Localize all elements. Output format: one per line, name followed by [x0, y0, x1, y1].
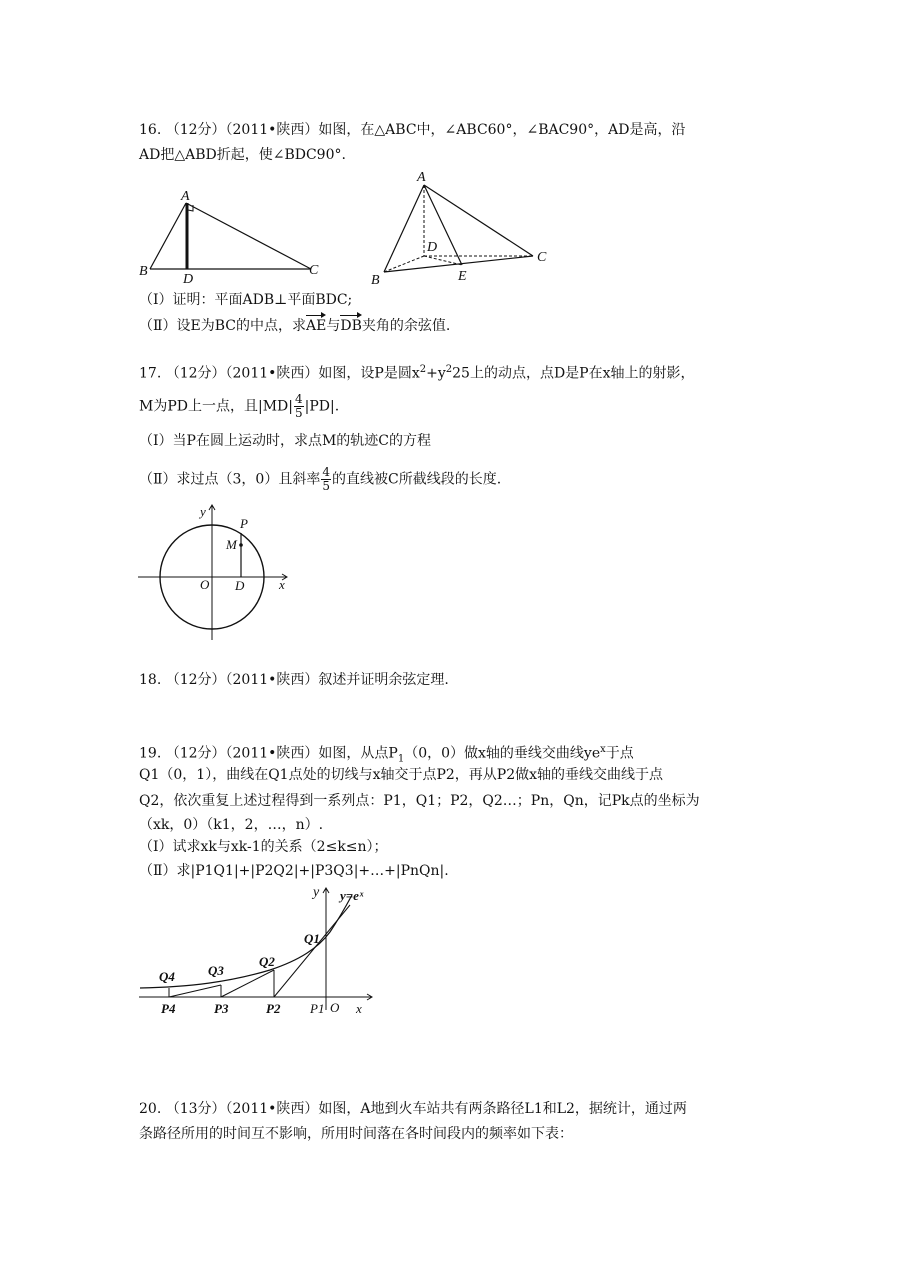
q16-fig1-label-A: A [181, 189, 190, 204]
q19-fig-label-O: O [330, 1000, 340, 1015]
q19-figure-exp-curve [136, 882, 376, 1022]
q19-fig-label-Q2: Q2 [259, 954, 275, 969]
q19-fig-label-P2: P2 [266, 1001, 281, 1016]
q17-part1: （Ⅰ）当P在圆上运动时，求点M的轨迹C的方程 [139, 433, 431, 449]
q16-line2: AD把△ABD折起，使∠BDC90°. [139, 147, 346, 163]
q16-fig2-label-B: B [371, 273, 380, 288]
q19-fig-label-y: y [313, 885, 320, 900]
q16-fig2-label-C: C [537, 250, 547, 265]
q16-line1: 16. （12分）（2011•陕西）如图，在△ABC中，∠ABC60°，∠BAC90°，AD是高，沿 [139, 122, 686, 138]
q16-figure-folded-pyramid [366, 164, 556, 288]
q19-fig-label-P3: P3 [214, 1001, 229, 1016]
q19-fig-label-Q3: Q3 [208, 963, 224, 978]
q20-line2: 条路径所用的时间互不影响，所用时间落在各时间段内的频率如下表： [139, 1126, 573, 1142]
vector-db: DB [340, 314, 362, 335]
q16-part2: （Ⅱ）设E为BC的中点，求AE与DB夹角的余弦值. [139, 314, 450, 335]
q16-figure-triangle [136, 186, 336, 284]
q17-part2: （Ⅱ）求过点（3，0）且斜率 $\frac{4}{5}$ 的直线被C所截线段的长度. [139, 465, 502, 493]
q17-fig-label-y: y [200, 504, 206, 519]
q17-figure-circle [136, 500, 296, 642]
q20-line1: 20. （13分）（2011•陕西）如图，A地到火车站共有两条路径L1和L2，据统计，通过两 [139, 1101, 687, 1117]
q19-line3: Q2，依次重复上述过程得到一系列点：P1，Q1；P2，Q2…；Pn，Qn，记Pk点的坐标为 [139, 793, 700, 809]
q19-fig-label-P4: P4 [161, 1001, 176, 1016]
q17-fig-label-O: O [200, 577, 210, 592]
q19-fig-label-x: x [356, 1001, 362, 1016]
q17-fig-label-P: P [240, 516, 248, 531]
q16-fig2-label-E: E [458, 269, 467, 284]
q16-part1: （Ⅰ）证明：平面ADB⊥平面BDC; [139, 292, 353, 308]
q19-line4: （xk，0）（k1，2，…，n）. [139, 817, 324, 833]
q19-line2: Q1（0，1），曲线在Q1点处的切线与x轴交于点P2，再从P2做x轴的垂线交曲线于点 [139, 767, 664, 783]
q19-fig-label-Q1: Q1 [304, 931, 320, 946]
q17-fig-label-D: D [235, 578, 245, 593]
q16-fig2-label-D: D [427, 240, 438, 255]
q16-fig1-label-D: D [183, 272, 194, 284]
q19-fig-label-P1: P1 [310, 1001, 325, 1016]
q18-line1: 18. （12分）（2011•陕西）叙述并证明余弦定理. [139, 672, 449, 688]
q19-fig-label-curve: y=eˣ [340, 888, 364, 903]
q17-fig-label-x: x [279, 577, 285, 592]
q16-fig2-label-A: A [417, 170, 426, 185]
q19-line1: 19. （12分）（2011•陕西）如图，从点$P_1(0$，0）做x轴的垂线交曲线$ye^x$于点 [139, 744, 634, 765]
fraction-4-5: $\frac{4}{5}$ [294, 392, 303, 420]
q19-part2: （Ⅱ）求|P1Q1|+|P2Q2|+|P3Q3|+…+|PnQn|. [139, 863, 449, 879]
q19-fig-label-Q4: Q4 [159, 969, 175, 984]
q16-fig1-label-C: C [309, 263, 319, 278]
q16-fig1-label-B: B [139, 264, 148, 279]
q19-part1: （Ⅰ）试求xk与xk-1的关系（2≤k≤n）； [139, 839, 388, 855]
vector-ae: AE [306, 314, 326, 335]
q17-fig-label-M: M [226, 537, 237, 552]
q17-line1: 17. （12分）（2011•陕西）如图，设P是圆$x^2+y^225$上的动点，点D是P在x轴上的射影， [139, 364, 695, 382]
fraction-slope: $\frac{4}{5}$ [322, 465, 330, 493]
q17-line2: M为PD上一点，且|MD| $\frac{4}{5}$ |PD|. [139, 392, 340, 420]
